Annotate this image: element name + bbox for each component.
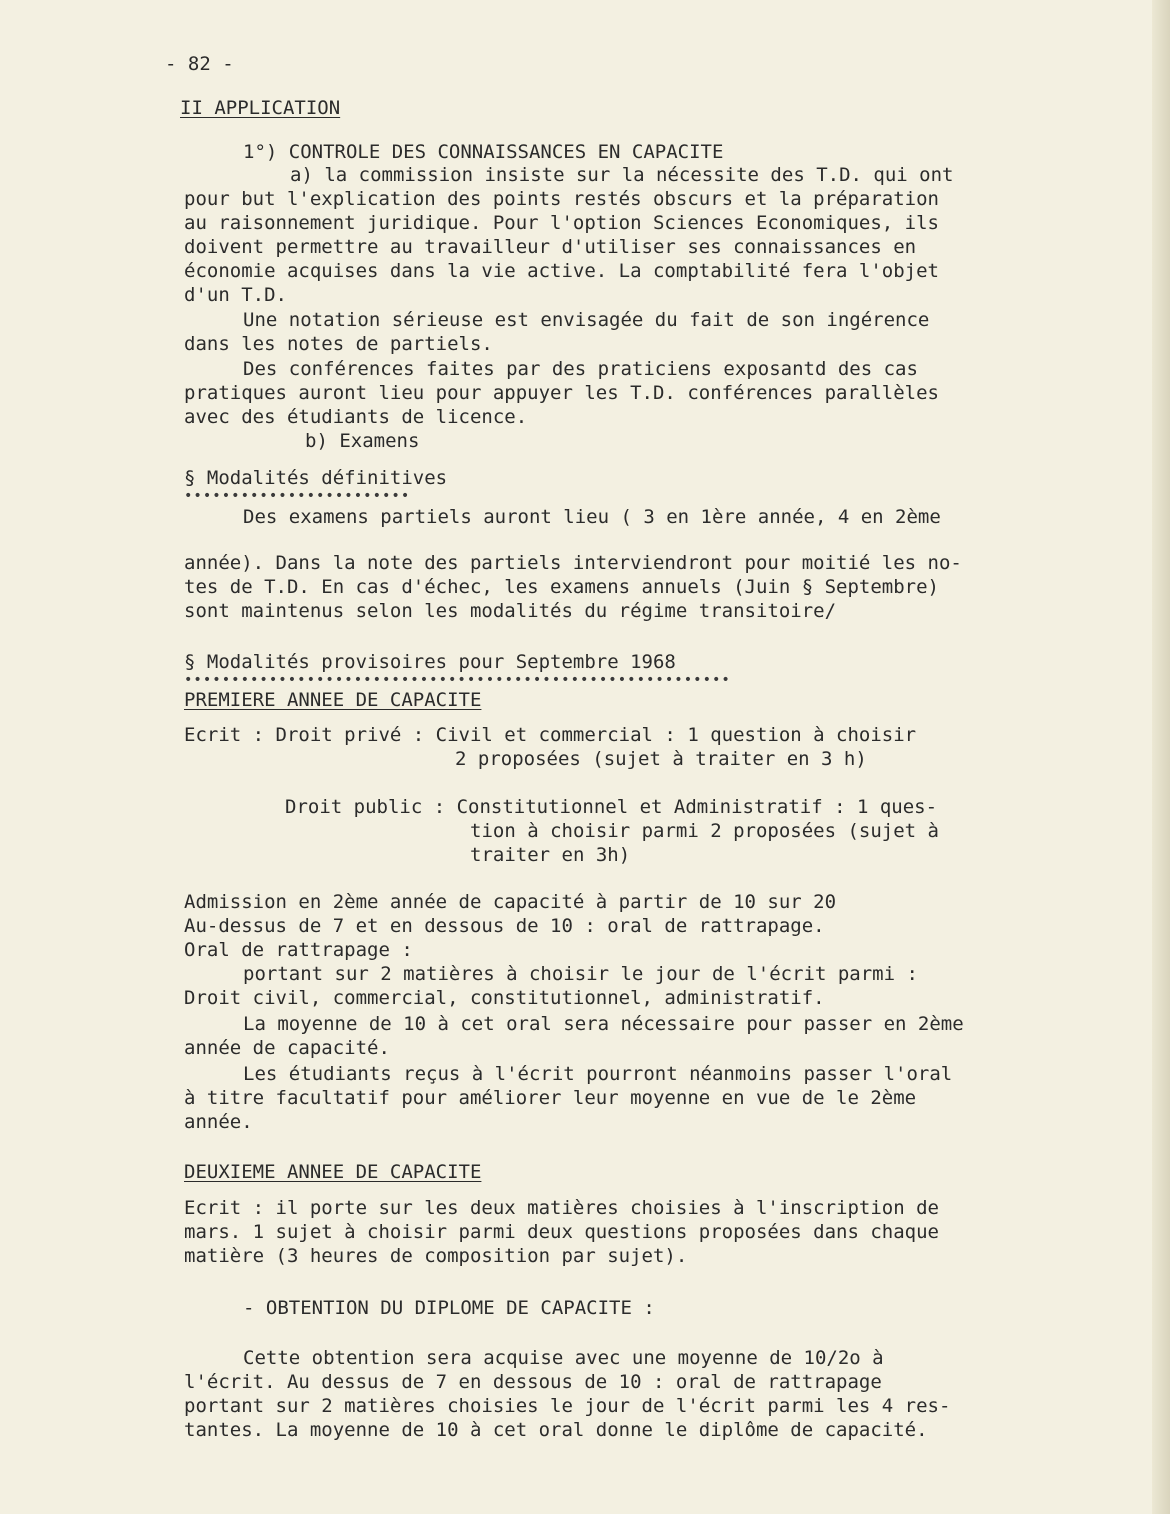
section-title: II APPLICATION [180, 97, 341, 119]
para-def-line: Des examens partiels auront lieu ( 3 en 1ère année, 4 en 2ème [243, 506, 941, 528]
para-deuxieme-line: mars. 1 sujet à choisir parmi deux questions proposées dans chaque [184, 1221, 939, 1243]
para-premiere-line: à titre facultatif pour améliorer leur moyenne en vue de le 2ème [184, 1087, 917, 1109]
page-number: - 82 - [165, 53, 234, 75]
para-def-line: tes de T.D. En cas d'échec, les examens annuels (Juin § Septembre) [184, 576, 939, 598]
para-a-line: d'un T.D. [184, 284, 287, 306]
para-a-line: économie acquises dans la vie active. La comptabilité fera l'objet [184, 260, 939, 282]
para-obtention-line: portant sur 2 matières choisies le jour de l'écrit parmi les 4 res- [184, 1395, 951, 1417]
heading-obtention: - OBTENTION DU DIPLOME DE CAPACITE : [243, 1297, 655, 1319]
para-a-line: Une notation sérieuse est envisagée du fait de son ingérence [243, 309, 930, 331]
para-obtention-line: tantes. La moyenne de 10 à cet oral donne le diplôme de capacité. [184, 1419, 928, 1441]
para-premiere-line: Droit public : Constitutionnel et Administratif : 1 ques- [285, 796, 938, 818]
para-def-line: sont maintenus selon les modalités du régime transitoire/ [184, 600, 837, 622]
para-premiere-line: traiter en 3h) [470, 844, 631, 866]
para-obtention-line: Cette obtention sera acquise avec une moyenne de 10/2o à [243, 1347, 884, 1369]
para-premiere-line: 2 proposées (sujet à traiter en 3 h) [455, 748, 867, 770]
para-a-line: pour but l'explication des points restés obscurs et la préparation [184, 188, 939, 210]
heading-premiere-annee: PREMIERE ANNEE DE CAPACITE [184, 689, 482, 711]
dotted-rule: •••••••••••••••••••••••• [184, 488, 411, 504]
para-premiere-line: portant sur 2 matières à choisir le jour de l'écrit parmi : [243, 963, 918, 985]
heading-modalites-provisoires: § Modalités provisoires pour Septembre 1968 [184, 651, 676, 673]
para-a-line: au raisonnement juridique. Pour l'option Sciences Economiques, ils [184, 212, 939, 234]
para-premiere-line: Ecrit : Droit privé : Civil et commercial : 1 question à choisir [184, 724, 917, 746]
para-premiere-line: Droit civil, commercial, constitutionnel, administratif. [184, 987, 825, 1009]
para-deuxieme-line: matière (3 heures de composition par sujet). [184, 1245, 688, 1267]
para-a-line: Des conférences faites par des praticiens exposantd des cas [243, 358, 918, 380]
para-premiere-line: année. [184, 1111, 253, 1133]
para-obtention-line: l'écrit. Au dessus de 7 en dessous de 10 : oral de rattrapage [184, 1371, 882, 1393]
para-a-line: doivent permettre au travailleur d'utiliser ses connaissances en [184, 236, 917, 258]
para-a-line: avec des étudiants de licence. [184, 406, 528, 428]
para-a-line: pratiques auront lieu pour appuyer les T.D. conférences parallèles [184, 382, 939, 404]
para-premiere-line: Au-dessus de 7 et en dessous de 10 : oral de rattrapage. [184, 915, 825, 937]
para-premiere-line: Admission en 2ème année de capacité à partir de 10 sur 20 [184, 891, 837, 913]
para-a-line: a) la commission insiste sur la nécessite des T.D. qui ont [290, 164, 954, 186]
para-premiere-line: Oral de rattrapage : [184, 939, 413, 961]
para-premiere-line: Les étudiants reçus à l'écrit pourront néanmoins passer l'oral [243, 1063, 953, 1085]
para-def-line: année). Dans la note des partiels interviendront pour moitié les no- [184, 552, 962, 574]
sub-title: 1°) CONTROLE DES CONNAISSANCES EN CAPACITE [243, 141, 724, 163]
para-premiere-line: tion à choisir parmi 2 proposées (sujet à [470, 820, 939, 842]
para-a-line: dans les notes de partiels. [184, 333, 493, 355]
para-deuxieme-line: Ecrit : il porte sur les deux matières choisies à l'inscription de [184, 1197, 939, 1219]
heading-deuxieme-annee: DEUXIEME ANNEE DE CAPACITE [184, 1161, 482, 1183]
heading-modalites-definitives: § Modalités définitives [184, 467, 448, 489]
para-premiere-line: La moyenne de 10 à cet oral sera nécessaire pour passer en 2ème [243, 1013, 964, 1035]
dotted-rule: •••••••••••••••••••••••••••••••••••••••••••••••••••••••••• [184, 672, 731, 688]
heading-examens: b) Examens [305, 430, 420, 452]
para-premiere-line: année de capacité. [184, 1037, 390, 1059]
